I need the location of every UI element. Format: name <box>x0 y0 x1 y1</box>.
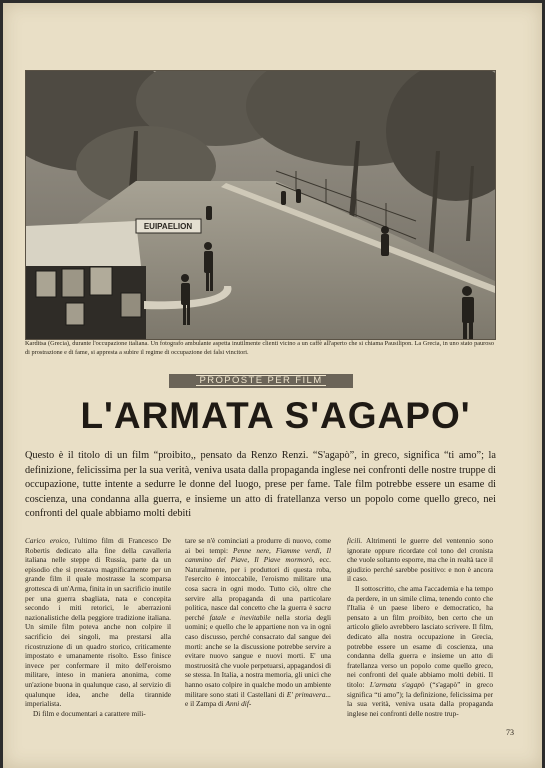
emphasis-italic: fatale e inevitabile <box>209 612 271 622</box>
text-column-1 <box>25 536 171 718</box>
film-title-italic: Anni dif- <box>225 699 252 709</box>
caption-place: Karditsa (Grecia), <box>25 340 71 347</box>
paragraph-text: nella storia degli uomini; e quello che le appartiene non va in ogni caso discusso, perché consacrato dal sangue dei morti: anche se la discussione potrebbe servire a evitare nuovo sangue e nuovi morti. E' una mostruosità che vuole perpetuarsi, appagandosi di se stessa. In Italia, a nostra memoria, gli unici che hanno osato colpire in qualche modo un ambiente militare sono stati il Castellani di <box>185 612 331 699</box>
text-column-3 <box>347 536 493 718</box>
film-title-italic: E' primavera... <box>286 689 332 699</box>
paragraph-text: perché <box>185 612 205 622</box>
film-title-italic: Carico eroico, <box>25 536 70 545</box>
paragraph-text: Altrimenti le guerre del ventennio sono ignorate oppure ricordate col tono del cronista che vuole soltanto esporre, ma che in realtà tace il giudizio perché sarebbe positivo: e non è ancora il caso. <box>347 536 493 584</box>
photo-caption <box>25 340 494 357</box>
paragraph-text: Il sottoscritto, che ama l'accademia e ha tempo da perdere, in un simile clima, tenendo conto che l'Italia è un paese libero e democratico, ha pensato a un film <box>347 583 493 622</box>
paragraph-text: ecc. Naturalmente, per i produttori di questa roba, l'esercito è intoccabile, l'eroismo militare una cosa sacra in ogni modo. Tutto ciò, oltre che servire alla propaganda di una particolare politica, nasce dal concetto che la guerra è <box>185 555 332 613</box>
paragraph-text: ben certo che un articolo glielo avrebbero lasciato scrivere. Il film, dedicato alla nostra occupazione in Grecia, potrebbe essere un esame di coscienza, una condanna della guerra e insieme un atto di fratellanza verso un popolo come quello greco, nei confronti del quale abbiamo molti debiti. Il titolo: <box>347 612 493 689</box>
emphasis-italic: sacra <box>314 603 331 613</box>
paragraph-text: e il Zampa di <box>185 699 224 709</box>
article-headline: L'ARMATA S'AGAPO' <box>80 395 471 436</box>
cafe-sign-text: EUIPAELION <box>143 222 193 231</box>
column-3-paragraph-2 <box>347 584 493 718</box>
kicker-label: PROPOSTE PER FILM <box>196 375 325 386</box>
column-3-paragraph <box>347 536 493 584</box>
text-column-2 <box>185 536 331 709</box>
column-2-paragraph <box>185 536 331 709</box>
page-number: 73 <box>506 728 514 737</box>
photo-image <box>26 71 495 339</box>
paragraph-text: tare se n'è cominciati a produrre di nuovo, come ai bei tempi: <box>185 536 331 555</box>
article-lead: Questo è il titolo di un film “proibito,, pensato da Renzo Renzi. “S'agapò”, in greco, significa “ti amo”; la definizione, felicissima per la sua verità, veniva usata dalla propaganda inglese nei confronti delle nostre truppe di occupazione, tutte intente a sedurre le donne del luogo, prese per fame. Tale film potrebbe essere un esame di coscienza, una condanna alla guerra, e insieme un atto di fratellanza verso un popolo come quello greco, nei confronti del quale abbiamo molti debiti <box>25 450 496 519</box>
section-kicker <box>169 374 353 388</box>
magazine-page <box>3 3 542 768</box>
film-title-italic: L'armata s'agapò <box>369 679 425 689</box>
column-1-paragraph <box>25 536 171 709</box>
film-title-italic: ficili. <box>347 536 363 545</box>
street-photo <box>25 70 496 340</box>
paragraph-text: l'ultimo film di Francesco De Robertis dedicato alla fine della cavalleria italiana nelle steppe di Russia, parte da un episodio che si prestava magnificamente per un grande film il quale mostrasse la scomparsa grottesca di un'Arma, finita in un sacrificio inutile per una guerra sbagliata, nata e concepita secondo i miti retorici, le aberrazioni nazionalistiche della peggiore tradizione italiana. Un simile film poteva anche non colpire il sacrificio dei singoli, ma prestarsi alla ricostruzione di un quadro storico, criticamente impostato e umanamente risolto. Esso finisce invece per confermare il mito dell'eroismo militare, inteso in maniera anonima, come un'azione buona in qualunque caso, al servizio di qualunque idea, anche della tirannide imperialista. <box>25 536 171 709</box>
paragraph-text: (“s'agapò” in greco significa “ti amo”); la definizione, felicissima per la sua verità, veniva usata dalla propaganda inglese nei confronti delle nostre trup- <box>347 679 494 718</box>
emphasis-italic: proibito, <box>408 612 434 622</box>
column-1-paragraph-2: Di film e documentari a carattere mili- <box>33 708 146 718</box>
caption-text: durante l'occupazione italiana. Un fotografo ambulante aspetta inutilmente clienti vicino a un caffè all'aperto che si chiama Pausilipon. La Grecia, in uno stato pauroso di prostrazione e di fame, si appresta a subire il regime di occupazione dei falsi vincitori. <box>25 340 495 356</box>
film-titles-italic: Penne nere, Fiamme verdi, Il cammino del Piave, Il Piave mormorò, <box>185 545 331 565</box>
